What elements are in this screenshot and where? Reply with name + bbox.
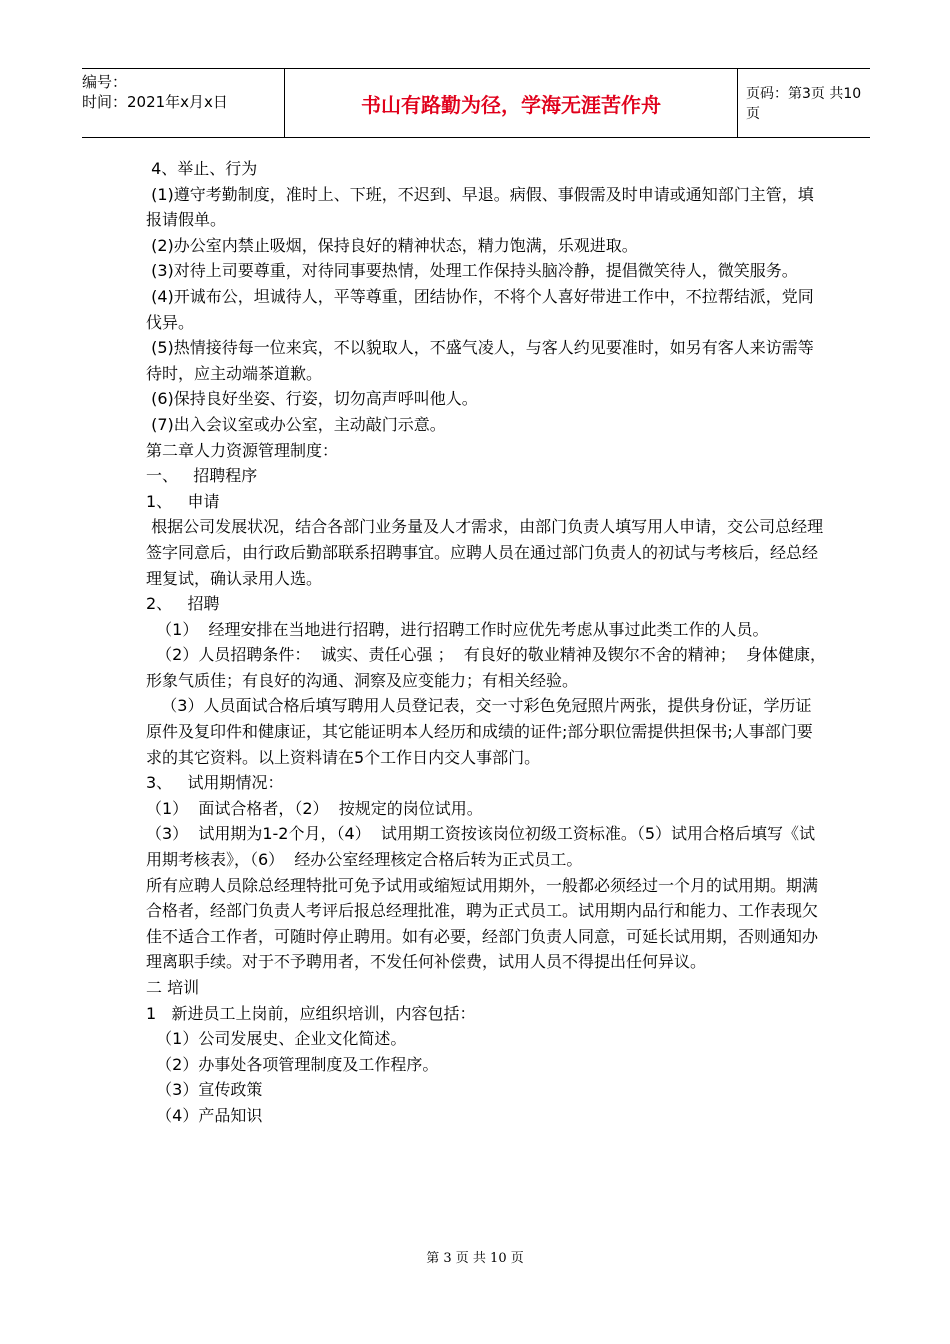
paragraph: (5)热情接待每一位来宾，不以貌取人，不盛气凌人，与客人约见要准时，如另有客人来访需等待时，应主动端茶道歉。 — [146, 338, 814, 383]
paragraph: （2）人员招聘条件： 诚实、责任心强 ； 有良好的敬业精神及锲尔不舍的精神； 身体健康，形象气质佳；有良好的沟通、洞察及应变能力；有相关经验。 — [146, 645, 826, 690]
document-time-label: 时间：2021年x月x日 — [82, 93, 228, 111]
paragraph: （1） 面试合格者，（2） 按规定的岗位试用。 — [146, 798, 483, 818]
paragraph: (6)保持良好坐姿、行姿，切勿高声呼叫他人。 — [146, 389, 478, 409]
paragraph: (3)对待上司要尊重，对待同事要热情，处理工作保持头脑冷静，提倡微笑待人，微笑服务。 — [146, 261, 798, 281]
header-motto: 书山有路勤为径，学海无涯苦作舟 — [284, 69, 738, 137]
section-heading: 一、 招聘程序 — [146, 466, 258, 486]
header-page-info: 页码：第3页 共10页 — [746, 86, 862, 122]
paragraph: 根据公司发展状况，结合各部门业务量及人才需求，由部门负责人填写用人申请，交公司总经理签字同意后，由行政后勤部联系招聘事宜。应聘人员在通过部门负责人的初试与考核后，经总经理复试，确认录用人选。 — [146, 517, 824, 588]
paragraph: （1） 经理安排在当地进行招聘，进行招聘工作时应优先考虑从事过此类工作的人员。 — [146, 619, 769, 639]
list-item: （1）公司发展史、企业文化简述。 — [146, 1029, 407, 1049]
document-body — [146, 156, 826, 1129]
paragraph: 1 新进员工上岗前，应组织培训，内容包括： — [146, 1003, 476, 1023]
paragraph: 所有应聘人员除总经理特批可免予试用或缩短试用期外，一般都必须经过一个月的试用期。期满合格者，经部门负责人考评后报总经理批准，聘为正式员工。试用期内品行和能力、工作表现欠佳不适合工作者，可随时停止聘用。如有必要，经部门负责人同意，可延长试用期，否则通知办理离职手续。对于不予聘用者，不发任何补偿费，试用人员不得提出任何异议。 — [146, 875, 819, 972]
paragraph: (4)开诚布公，坦诚待人，平等尊重，团结协作，不将个人喜好带进工作中，不拉帮结派，党同伐异。 — [146, 286, 814, 332]
chapter-heading: 第二章人力资源管理制度： — [146, 440, 339, 460]
paragraph: (1)遵守考勤制度，准时上、下班，不迟到、早退。病假、事假需及时申请或通知部门主管，填报请假单。 — [146, 184, 814, 230]
page-header — [82, 68, 870, 138]
paragraph: （3）人员面试合格后填写聘用人员登记表，交一寸彩色免冠照片两张，提供身份证，学历证原件及复印件和健康证，其它能证明本人经历和成绩的证件;部分职位需提供担保书;人事部门要求的其它资料。以上资料请在5个工作日内交人事部门。 — [146, 696, 813, 767]
paragraph: （3） 试用期为1-2个月，（4） 试用期工资按该岗位初级工资标准。（5）试用合格后填写《试用期考核表》，（6） 经办公室经理核定合格后转为正式员工。 — [146, 824, 816, 870]
list-item: （3）宣传政策 — [146, 1080, 263, 1100]
subsection-heading: 2、 招聘 — [146, 594, 220, 614]
list-item: （2）办事处各项管理制度及工作程序。 — [146, 1054, 439, 1074]
paragraph: (2)办公室内禁止吸烟，保持良好的精神状态，精力饱满，乐观进取。 — [146, 235, 638, 255]
header-meta — [82, 69, 284, 140]
paragraph: (7)出入会议室或办公室，主动敲门示意。 — [146, 414, 446, 434]
subsection-heading: 3、 试用期情况： — [146, 773, 284, 793]
paragraph: 4、举止、行为 — [146, 159, 258, 178]
section-heading: 二 培训 — [146, 978, 200, 997]
page-footer: 第 3 页 共 10 页 — [426, 1251, 524, 1266]
subsection-heading: 1、 申请 — [146, 491, 220, 511]
list-item: （4）产品知识 — [146, 1105, 263, 1125]
document-number-label: 编号： — [82, 73, 128, 91]
